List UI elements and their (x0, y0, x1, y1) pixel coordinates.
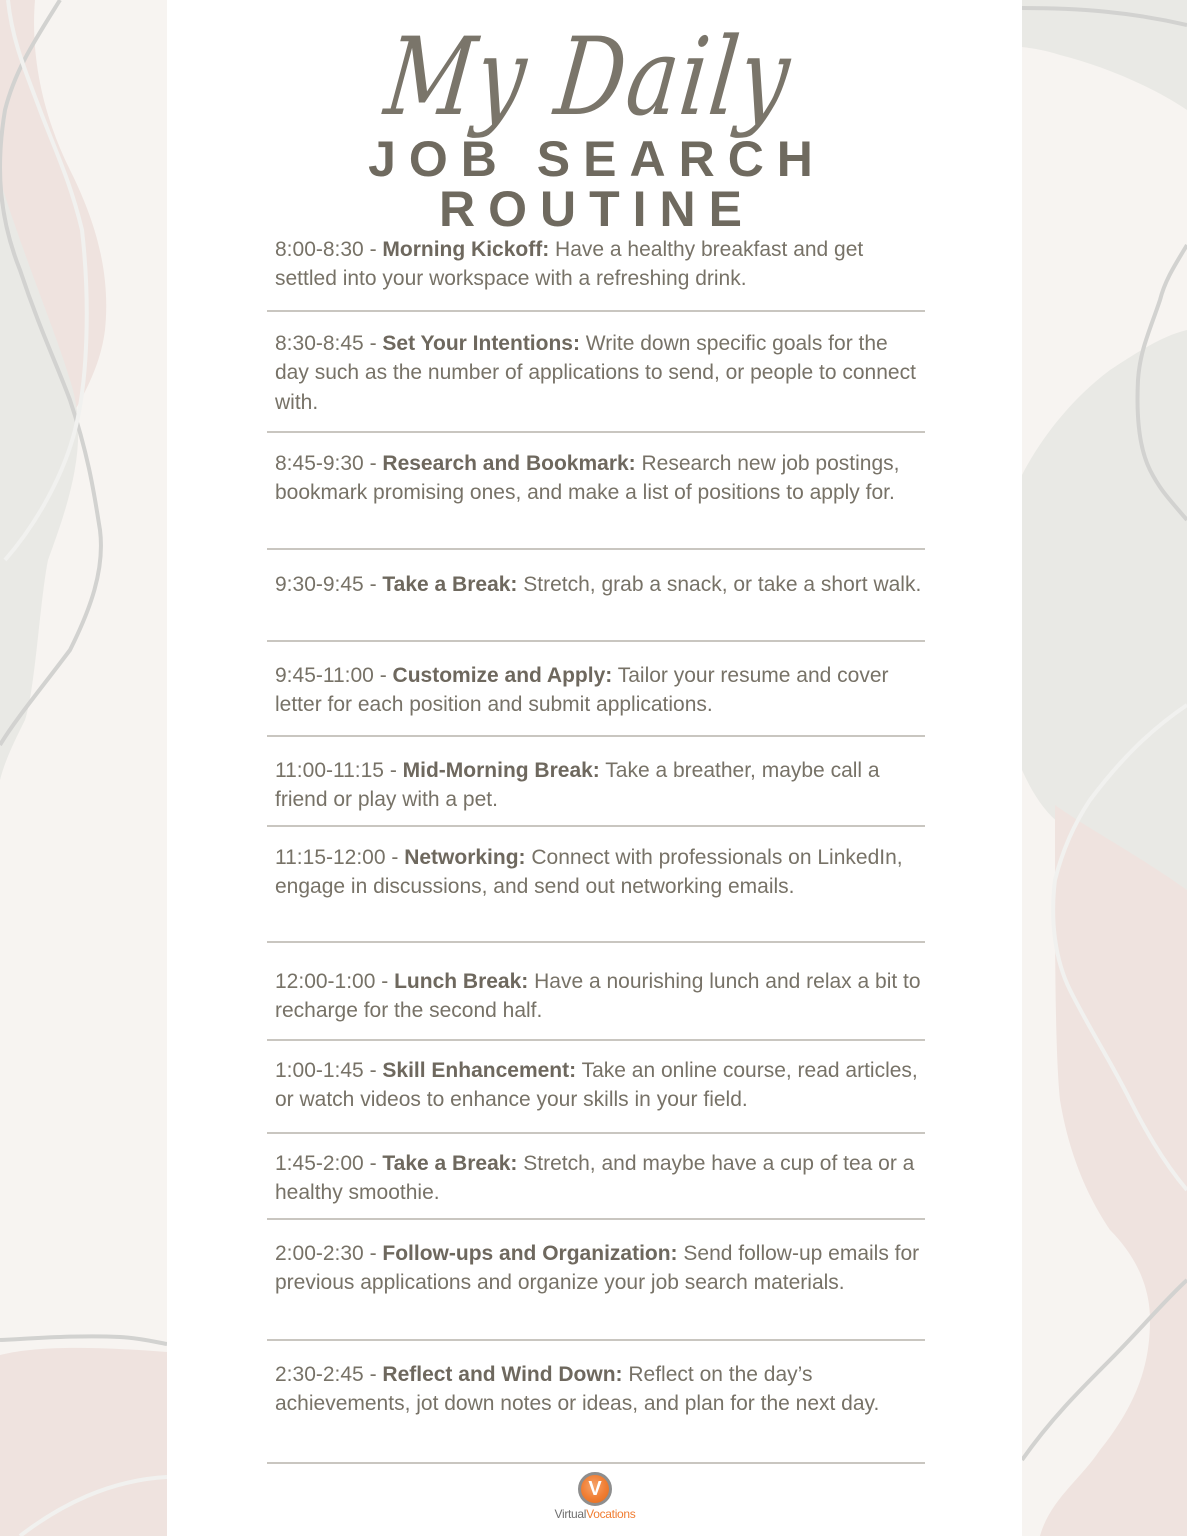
sage-shape-right-mid (1022, 330, 1187, 890)
routine-time: 8:30-8:45 - (275, 332, 383, 355)
line-left-gray-2 (0, 1336, 167, 1344)
routine-item (267, 843, 927, 902)
routine-description: Reflect on the day’s achievements, jot down notes or ideas, and plan for the next day. (275, 1363, 880, 1416)
routine-item (267, 449, 927, 508)
separator (267, 548, 925, 550)
routine-description: Tailor your resume and cover letter for each position and submit applications. (275, 664, 889, 717)
routine-item (267, 1239, 927, 1298)
blush-shape-left-bottom (0, 1348, 167, 1536)
routine-time: 12:00-1:00 - (275, 970, 395, 993)
routine-time: 9:45-11:00 - (275, 664, 393, 687)
routine-time: 11:00-11:15 - (275, 759, 403, 782)
routine-card (167, 0, 1022, 1536)
separator (267, 310, 925, 312)
separator (267, 431, 925, 433)
logo-wordmark (545, 1507, 645, 1521)
routine-item (267, 1149, 927, 1208)
routine-description: Research new job postings, bookmark promising ones, and make a list of positions to apply for. (275, 452, 900, 505)
routine-time: 1:00-1:45 - (275, 1059, 383, 1082)
routine-time: 1:45-2:00 - (275, 1152, 383, 1175)
routine-label: Networking: (404, 846, 526, 869)
routine-label: Customize and Apply: (392, 664, 613, 687)
routine-item (267, 1360, 927, 1419)
routine-label: Morning Kickoff: (382, 238, 550, 261)
routine-item (267, 235, 927, 294)
logo-word-vocations: Vocations (586, 1507, 636, 1521)
logo-badge-icon (578, 1472, 612, 1506)
routine-item (267, 967, 927, 1026)
script-title: My Daily (379, 15, 798, 141)
routine-label: Take a Break: (382, 1152, 518, 1175)
main-title: JOB SEARCH ROUTINE (368, 131, 826, 237)
routine-label: Skill Enhancement: (382, 1059, 577, 1082)
routine-label: Reflect and Wind Down: (382, 1363, 623, 1386)
routine-item (267, 1056, 927, 1115)
blush-shape-right-bottom (1040, 805, 1187, 1536)
routine-label: Mid-Morning Break: (402, 759, 600, 782)
routine-label: Take a Break: (382, 573, 518, 596)
separator (267, 825, 925, 827)
routine-description: Have a healthy breakfast and get settled into your workspace with a refreshing drink. (275, 238, 864, 291)
sage-shape-right-top (1022, 0, 1187, 110)
separator (267, 735, 925, 737)
routine-label: Lunch Break: (394, 970, 529, 993)
logo-word-virtual: Virtual (554, 1507, 587, 1521)
routine-item (267, 329, 927, 417)
separator (267, 640, 925, 642)
routine-description: Take an online course, read articles, or watch videos to enhance your skills in your field. (275, 1059, 918, 1112)
separator (267, 1132, 925, 1134)
routine-item (267, 661, 927, 720)
routine-time: 8:00-8:30 - (275, 238, 383, 261)
routine-time: 2:30-2:45 - (275, 1363, 383, 1386)
routine-description: Send follow-up emails for previous applications and organize your job search materials. (275, 1242, 920, 1295)
routine-description: Connect with professionals on LinkedIn, engage in discussions, and send out networking emails. (275, 846, 903, 899)
routine-description: Stretch, grab a snack, or take a short walk. (517, 573, 922, 596)
separator (267, 941, 925, 943)
routine-description: Write down specific goals for the day such as the number of applications to send, or people to connect with. (275, 332, 916, 414)
routine-description: Stretch, and maybe have a cup of tea or a healthy smoothie. (275, 1152, 915, 1205)
routine-description: Have a nourishing lunch and relax a bit to recharge for the second half. (275, 970, 921, 1023)
virtual-vocations-logo (545, 1472, 645, 1532)
routine-time: 2:00-2:30 - (275, 1242, 383, 1265)
routine-item (267, 570, 927, 599)
routine-time: 8:45-9:30 - (275, 452, 383, 475)
routine-time: 11:15-12:00 - (275, 846, 405, 869)
separator (267, 1339, 925, 1341)
separator (267, 1462, 925, 1464)
separator (267, 1218, 925, 1220)
routine-description: Take a breather, maybe call a friend or play with a pet. (275, 759, 880, 812)
routine-time: 9:30-9:45 - (275, 573, 383, 596)
separator (267, 1039, 925, 1041)
routine-label: Research and Bookmark: (382, 452, 636, 475)
routine-label: Follow-ups and Organization: (382, 1242, 678, 1265)
logo-letter: V (588, 1478, 602, 1500)
routine-label: Set Your Intentions: (382, 332, 580, 355)
routine-item (267, 756, 927, 815)
